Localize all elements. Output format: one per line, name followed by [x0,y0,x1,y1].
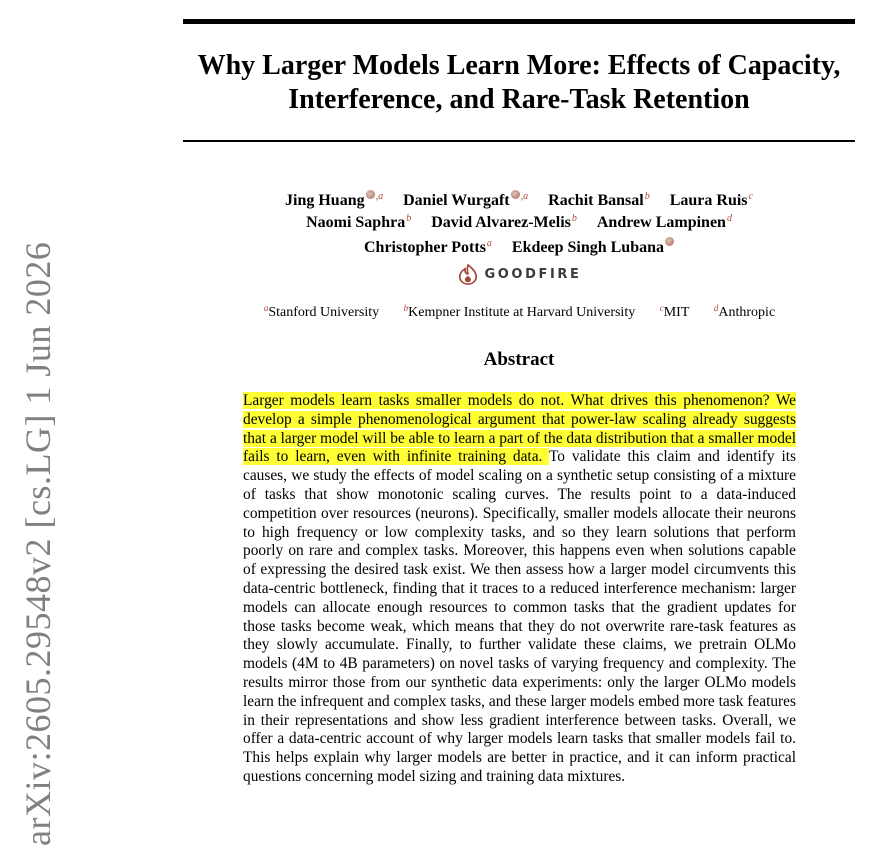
author-affil-marker: ,a [520,191,529,202]
author-affil-marker: b [644,191,650,202]
arxiv-identifier-stamp: arXiv:2605.29548v2 [cs.LG] 1 Jun 2026 [18,241,58,846]
affiliation-list [183,299,855,322]
abstract-heading: Abstract [483,349,555,370]
orcid-icon [665,237,674,246]
author-name: Jing Huang [285,192,365,209]
orcid-icon [366,190,375,199]
author-name: Christopher Potts [364,239,486,256]
affiliation [713,299,775,322]
author-name: Naomi Saphra [306,214,406,231]
author-row-1 [183,186,855,208]
highlighted-text[interactable]: Larger models learn tasks smaller models do not. What drives this phenomenon? We develop a simple phenomenological argument that power-law scaling already suggests that a larger model will be able to learn a part of the data distribution that a smaller model fails to learn, even with infinite training data. [243,392,796,466]
author-affil-marker: d [726,213,732,224]
title-rule-top [183,19,855,24]
abstract-remainder: To validate this claim and identify its causes, we study the effects of model scaling on a synthetic setup consisting of a mixture of tasks that show monotonic scaling curves. The results point to a data-induced competition over resources (neurons). Specifically, smaller models allocate their neurons to high frequency or low complexity tasks, and so they learn solutions that perform poorly on rare and complex tasks. Moreover, this happens even when solutions capable of expressing the desired task exist. We then assess how a larger model circumvents this data-centric bottleneck, finding that it traces to a reduced interference mechanism: larger models can allocate enough resources to common tasks that the gradient updates for those tasks become weak, which means that they do not overwrite rare-task features as they slowly accumulate. Finally, to further validate these claims, we pretrain OLMo models (4M to 4B parameters) on novel tasks of varying frequency and complexity. The results mirror those from our synthetic data experiments: only the larger OLMo models learn the infrequent and complex tasks, and these larger models embed more task features in their representations and show less gradient interference between tasks. Overall, we offer a data-centric account of why larger models learn tasks that smaller models fail to. This helps explain why larger models are better in practice, and it can inform practical questions concerning model sizing and training data mixtures. [243,448,796,785]
affil-name: Stanford University [268,305,380,320]
title-rule-bottom [183,140,855,142]
author-name: David Alvarez-Melis [431,214,571,231]
author [597,208,732,234]
affil-marker: d [713,303,719,313]
paper-title: Why Larger Models Learn More: Effects of Capacity, Interference, and Rare-Task Retention [197,50,841,115]
orcid-icon [511,190,520,199]
affil-name: Anthropic [718,305,776,320]
sponsor-logo [183,262,855,286]
author-affil-marker: c [748,191,753,202]
abstract-text [243,392,796,787]
author-affil-marker: a [486,238,492,249]
author-name: Daniel Wurgaft [403,192,510,209]
affil-name: Kempner Institute at Harvard University [408,305,636,320]
author [364,233,492,259]
author [306,208,411,234]
author-name: Rachit Bansal [548,192,644,209]
author-affil-marker: b [406,213,412,224]
author-affil-marker: b [571,213,577,224]
affiliation [403,299,636,322]
author-name: Ekdeep Singh Lubana [511,239,664,256]
author-name: Andrew Lampinen [596,214,726,231]
author-row-2 [183,208,855,230]
author-list [183,186,855,255]
author [512,237,674,259]
author-affil-marker: ,a [375,191,384,202]
author-name: Laura Ruis [669,192,748,209]
author-row-3 [183,233,855,255]
affil-marker: c [659,303,664,313]
affil-marker: a [263,303,269,313]
goodfire-logo-icon [457,263,479,285]
goodfire-wordmark: GOODFIRE [484,266,582,282]
affiliation [659,299,690,322]
affil-name: MIT [663,305,690,320]
affiliation [263,299,379,322]
affil-marker: b [403,303,409,313]
author [431,208,577,234]
